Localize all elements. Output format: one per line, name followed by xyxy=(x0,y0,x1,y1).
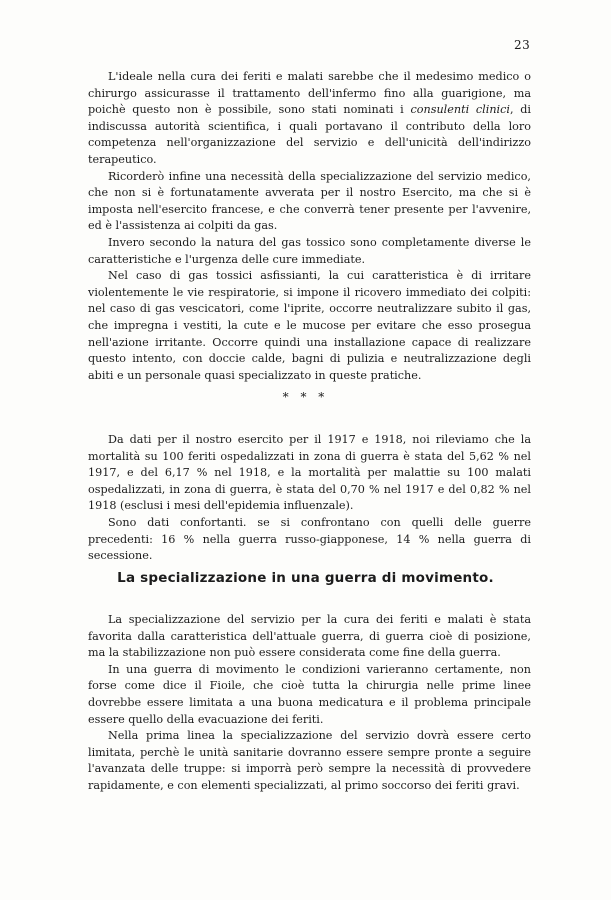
section-mortality-data xyxy=(88,432,531,565)
section-war-of-movement xyxy=(88,612,531,795)
paragraph-consulenti-clinici xyxy=(88,69,531,169)
section-consulenti-gas xyxy=(88,69,531,384)
page-number: 23 xyxy=(514,38,531,52)
paragraph-position-war: La specializzazione del servizio per la cura dei feriti e malati è stata favorita dalla caratteristica dell'attuale guerra, di guerra cioè di posizione, ma la stabilizzazione non può essere considerata come fine della guerra. xyxy=(88,613,531,660)
paragraph-gas-nature: Invero secondo la natura del gas tossico sono completamente diverse le caratteristiche e l'urgenza delle cure immediate. xyxy=(88,235,531,266)
section-heading: La specializzazione in una guerra di movimento. xyxy=(117,570,494,586)
paragraph-text: L'ideale nella cura dei feriti e malati sarebbe che il medesimo medico o chirurgo assicurasse il trattamento dell'infermo fino alla guarigione, ma poichè questo non è possibile, sono stati nominati i xyxy=(88,70,531,117)
italic-term: consulenti clinici xyxy=(410,103,510,117)
paragraph-text: , di indiscussa autorità scientifica, i quali portavano il contributo della loro competenza nell'organizzazione del servizio e dell'unicità dell'indirizzo terapeutico. xyxy=(88,103,531,166)
paragraph-first-line: Nella prima linea la specializzazione del servizio dovrà essere certo limitata, perchè le unità sanitarie dovranno essere sempre pronte a seguire l'avanzata delle truppe: si imporrà però sempre la necessità di provvedere rapidamente, e con elementi specializzati, al primo soccorso dei feriti gravi. xyxy=(88,729,531,792)
paragraph-gas-treatment: Nel caso di gas tossici asfissianti, la cui caratteristica è di irritare violentemente le vie respiratorie, si impone il ricovero immediato dei colpiti: nel caso di gas vescicatori, come l'iprite, occorre neutralizzare subito il gas, che impregna i vestiti, la cute e le mucose per evitare che esso prosegua nell'azione irritante. Occorre quindi una installazione capace di realizzare questo intento, con doccie calde, bagni di pulizia e neutralizzazione degli abiti e un personale quasi specializzato in queste pratiche. xyxy=(88,269,531,382)
paragraph-comparison: Sono dati confortanti. se si confrontano con quelli delle guerre precedenti: 16 % nella guerra russo-giapponese, 14 % nella guerra di secessione. xyxy=(88,515,531,563)
section-separator: * * * xyxy=(282,390,329,404)
paragraph-mortality: Da dati per il nostro esercito per il 1917 e 1918, noi rileviamo che la mortalità su 100 feriti ospedalizzati in zona di guerra è stata del 5,62 % nel 1917, e del 6,17 % nel 1918, e la mortalità per malattie su 100 malati ospedalizzati, in zona di guerra, è stata del 0,70 % nel 1917 e del 0,82 % nel 1918 (esclusi i mesi dell'epidemia influenzale). xyxy=(88,433,531,513)
paragraph-gas-assistance: Ricorderò infine una necessità della specializzazione del servizio medico, che non si è fortunatamente avverata per il nostro Esercito, ma che si è imposta nell'esercito francese, e che converrà tener presente per l'avvenire, ed è l'assistenza ai colpiti da gas. xyxy=(88,169,531,233)
paragraph-movement-war: In una guerra di movimento le condizioni varieranno certamente, non forse come dice il Fioile, che cioè tutta la chirurgia nelle prime linee dovrebbe essere limitata a una buona medicatura e il problema principale essere quello della evacuazione dei feriti. xyxy=(88,662,531,726)
